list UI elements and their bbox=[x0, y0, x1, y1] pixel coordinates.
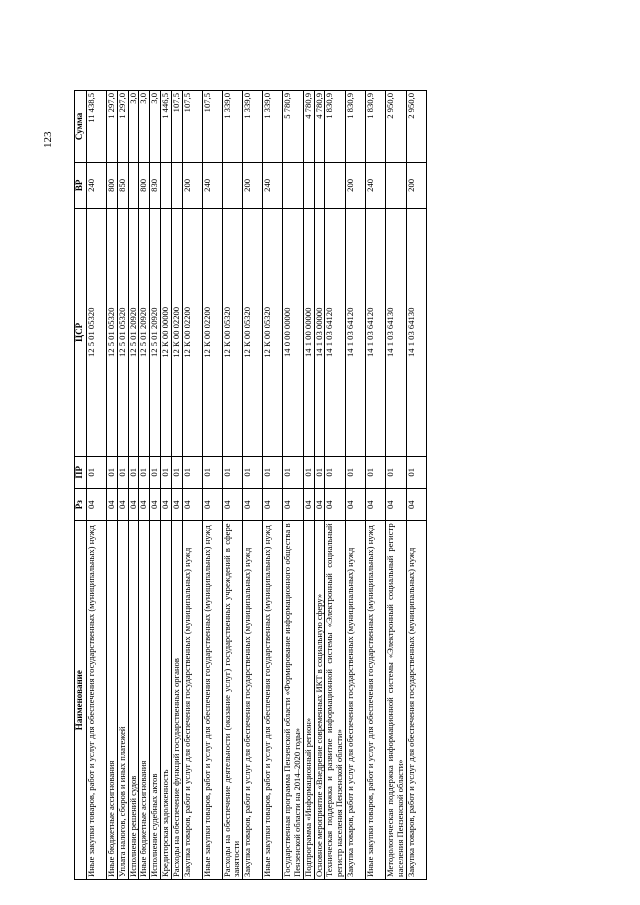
row-csr: 12 5 01 20920 bbox=[139, 209, 150, 457]
table-row bbox=[182, 91, 202, 880]
table-header-row bbox=[75, 91, 87, 880]
row-rz: 04 bbox=[182, 488, 202, 520]
table-row bbox=[150, 91, 161, 880]
row-rz: 04 bbox=[303, 488, 314, 520]
row-sum: 5 780,9 bbox=[283, 91, 304, 163]
row-name: Исполнение решений судов bbox=[128, 521, 139, 880]
row-csr: 12 5 01 20920 bbox=[150, 209, 161, 457]
row-sum: 3,0 bbox=[150, 91, 161, 163]
row-rz: 04 bbox=[128, 488, 139, 520]
budget-table bbox=[74, 90, 427, 880]
row-rz: 04 bbox=[171, 488, 182, 520]
row-name: Иные бюджетные ассигнования bbox=[107, 521, 118, 880]
row-pr: 01 bbox=[222, 456, 243, 488]
table-row bbox=[325, 91, 346, 880]
row-pr: 01 bbox=[107, 456, 118, 488]
row-name: Иные закупки товаров, работ и услуг для обеспечения государственных (муниципальных) нужд bbox=[202, 521, 222, 880]
table-row bbox=[171, 91, 182, 880]
row-sum: 107,5 bbox=[182, 91, 202, 163]
table-row bbox=[263, 91, 283, 880]
table-row bbox=[406, 91, 426, 880]
budget-table-wrapper bbox=[74, 90, 589, 880]
row-sum: 1 446,5 bbox=[160, 91, 171, 163]
row-csr: 14 1 03 64120 bbox=[325, 209, 346, 457]
row-sum: 2 950,0 bbox=[385, 91, 406, 163]
row-rz: 04 bbox=[325, 488, 346, 520]
row-pr: 01 bbox=[263, 456, 283, 488]
row-pr: 01 bbox=[385, 456, 406, 488]
table-row bbox=[222, 91, 243, 880]
table-row bbox=[202, 91, 222, 880]
header-csr: ЦСР bbox=[75, 209, 87, 457]
row-name: Расходы на обеспечение деятельности (оказание услуг) государственных учреждений в сфере занятости bbox=[222, 521, 243, 880]
row-vr bbox=[283, 162, 304, 208]
row-name: Государственная программа Пензенской области «Формирование информационного общества в Пензенской области на 2014–2020 годы» bbox=[283, 521, 304, 880]
row-vr: 200 bbox=[182, 162, 202, 208]
row-sum: 1 830,9 bbox=[325, 91, 346, 163]
row-rz: 04 bbox=[345, 488, 365, 520]
row-pr: 01 bbox=[182, 456, 202, 488]
row-name: Исполнение судебных актов bbox=[150, 521, 161, 880]
row-sum: 3,0 bbox=[128, 91, 139, 163]
row-sum: 1 830,9 bbox=[345, 91, 365, 163]
row-sum: 4 780,9 bbox=[303, 91, 314, 163]
row-name: Иные бюджетные ассигнования bbox=[139, 521, 150, 880]
header-vr: ВР bbox=[75, 162, 87, 208]
row-csr: 12 5 01 05320 bbox=[107, 209, 118, 457]
row-rz: 04 bbox=[222, 488, 243, 520]
row-vr bbox=[325, 162, 346, 208]
table-row bbox=[139, 91, 150, 880]
row-sum: 1 297,0 bbox=[117, 91, 128, 163]
row-vr: 200 bbox=[243, 162, 263, 208]
row-vr: 240 bbox=[87, 162, 107, 208]
row-name: Иные закупки товаров, работ и услуг для обеспечения государственных (муниципальных) нужд bbox=[365, 521, 385, 880]
row-pr: 01 bbox=[243, 456, 263, 488]
row-vr: 850 bbox=[117, 162, 128, 208]
row-csr: 14 1 03 64130 bbox=[385, 209, 406, 457]
row-pr: 01 bbox=[314, 456, 325, 488]
row-pr: 01 bbox=[345, 456, 365, 488]
row-pr: 01 bbox=[406, 456, 426, 488]
row-name: Расходы на обеспечение функций государственных органов bbox=[171, 521, 182, 880]
row-sum: 1 830,9 bbox=[365, 91, 385, 163]
row-csr: 14 1 00 00000 bbox=[303, 209, 314, 457]
table-row bbox=[303, 91, 314, 880]
row-rz: 04 bbox=[365, 488, 385, 520]
row-rz: 04 bbox=[202, 488, 222, 520]
row-vr: 830 bbox=[150, 162, 161, 208]
row-csr: 12 К 00 00000 bbox=[160, 209, 171, 457]
row-name: Подпрограмма «Информационный регион» bbox=[303, 521, 314, 880]
row-sum: 11 438,5 bbox=[87, 91, 107, 163]
row-rz: 04 bbox=[385, 488, 406, 520]
row-csr: 14 0 00 00000 bbox=[283, 209, 304, 457]
row-vr bbox=[160, 162, 171, 208]
row-vr: 200 bbox=[406, 162, 426, 208]
row-name: Методологическая поддержка информационной системы «Электронный социальный регистр населения Пензенской области» bbox=[385, 521, 406, 880]
row-name: Иные закупки товаров, работ и услуг для обеспечения государственных (муниципальных) нужд bbox=[87, 521, 107, 880]
row-sum: 1 297,0 bbox=[107, 91, 118, 163]
row-vr bbox=[385, 162, 406, 208]
row-name: Техническая поддержка и развитие информационной системы «Электронный социальный регистр населения Пензенской области» bbox=[325, 521, 346, 880]
row-rz: 04 bbox=[283, 488, 304, 520]
row-vr: 800 bbox=[107, 162, 118, 208]
table-row bbox=[345, 91, 365, 880]
row-sum: 1 339,0 bbox=[222, 91, 243, 163]
row-pr: 01 bbox=[128, 456, 139, 488]
table-row bbox=[160, 91, 171, 880]
row-csr: 14 1 03 64120 bbox=[345, 209, 365, 457]
table-row bbox=[128, 91, 139, 880]
row-csr: 12 5 01 05320 bbox=[117, 209, 128, 457]
row-vr: 800 bbox=[139, 162, 150, 208]
table-row bbox=[87, 91, 107, 880]
row-rz: 04 bbox=[150, 488, 161, 520]
row-rz: 04 bbox=[263, 488, 283, 520]
table-row bbox=[365, 91, 385, 880]
row-csr: 14 1 03 64120 bbox=[365, 209, 385, 457]
row-csr: 12 К 00 05320 bbox=[263, 209, 283, 457]
row-sum: 107,5 bbox=[202, 91, 222, 163]
row-csr: 12 К 00 05320 bbox=[222, 209, 243, 457]
row-name: Закупка товаров, работ и услуг для обеспечения государственных (муниципальных) нужд bbox=[406, 521, 426, 880]
row-name: Уплата налогов, сборов и иных платежей bbox=[117, 521, 128, 880]
row-rz: 04 bbox=[160, 488, 171, 520]
row-csr: 14 1 03 64130 bbox=[406, 209, 426, 457]
row-sum: 107,5 bbox=[171, 91, 182, 163]
row-rz: 04 bbox=[87, 488, 107, 520]
row-vr: 240 bbox=[365, 162, 385, 208]
row-vr bbox=[128, 162, 139, 208]
table-row bbox=[385, 91, 406, 880]
row-sum: 3,0 bbox=[139, 91, 150, 163]
row-csr: 12 К 00 02200 bbox=[171, 209, 182, 457]
row-sum: 2 950,0 bbox=[406, 91, 426, 163]
header-pr: ПР bbox=[75, 456, 87, 488]
row-rz: 04 bbox=[139, 488, 150, 520]
table-row bbox=[314, 91, 325, 880]
row-pr: 01 bbox=[117, 456, 128, 488]
row-name: Кредиторская задолженность bbox=[160, 521, 171, 880]
row-rz: 04 bbox=[314, 488, 325, 520]
row-pr: 01 bbox=[160, 456, 171, 488]
row-vr bbox=[303, 162, 314, 208]
row-sum: 1 339,0 bbox=[263, 91, 283, 163]
row-pr: 01 bbox=[303, 456, 314, 488]
row-pr: 01 bbox=[202, 456, 222, 488]
row-csr: 12 К 00 05320 bbox=[243, 209, 263, 457]
row-pr: 01 bbox=[87, 456, 107, 488]
row-vr bbox=[222, 162, 243, 208]
row-csr: 12 5 01 05320 bbox=[87, 209, 107, 457]
row-csr: 14 1 03 00000 bbox=[314, 209, 325, 457]
header-name: Наименование bbox=[75, 521, 87, 880]
row-pr: 01 bbox=[139, 456, 150, 488]
table-row bbox=[283, 91, 304, 880]
table-row bbox=[107, 91, 118, 880]
row-sum: 1 339,0 bbox=[243, 91, 263, 163]
table-row bbox=[117, 91, 128, 880]
table-row bbox=[243, 91, 263, 880]
row-pr: 01 bbox=[325, 456, 346, 488]
row-pr: 01 bbox=[283, 456, 304, 488]
row-vr bbox=[314, 162, 325, 208]
row-vr: 240 bbox=[263, 162, 283, 208]
row-csr: 12 5 01 20920 bbox=[128, 209, 139, 457]
row-pr: 01 bbox=[365, 456, 385, 488]
header-sum: Сумма bbox=[75, 91, 87, 163]
row-vr bbox=[171, 162, 182, 208]
row-vr: 240 bbox=[202, 162, 222, 208]
row-pr: 01 bbox=[171, 456, 182, 488]
row-csr: 12 К 00 02200 bbox=[202, 209, 222, 457]
row-pr: 01 bbox=[150, 456, 161, 488]
row-name: Закупка товаров, работ и услуг для обеспечения государственных (муниципальных) нужд bbox=[182, 521, 202, 880]
row-sum: 4 780,9 bbox=[314, 91, 325, 163]
row-name: Основное мероприятие «Внедрение современных ИКТ в социальную сферу» bbox=[314, 521, 325, 880]
header-rz: Рз bbox=[75, 488, 87, 520]
row-name: Закупка товаров, работ и услуг для обеспечения государственных (муниципальных) нужд bbox=[243, 521, 263, 880]
page-number: 123 bbox=[42, 131, 54, 148]
row-vr: 200 bbox=[345, 162, 365, 208]
row-name: Закупка товаров, работ и услуг для обеспечения государственных (муниципальных) нужд bbox=[345, 521, 365, 880]
row-rz: 04 bbox=[406, 488, 426, 520]
row-name: Иные закупки товаров, работ и услуг для обеспечения государственных (муниципальных) нужд bbox=[263, 521, 283, 880]
row-rz: 04 bbox=[107, 488, 118, 520]
row-rz: 04 bbox=[117, 488, 128, 520]
row-rz: 04 bbox=[243, 488, 263, 520]
row-csr: 12 К 00 02200 bbox=[182, 209, 202, 457]
